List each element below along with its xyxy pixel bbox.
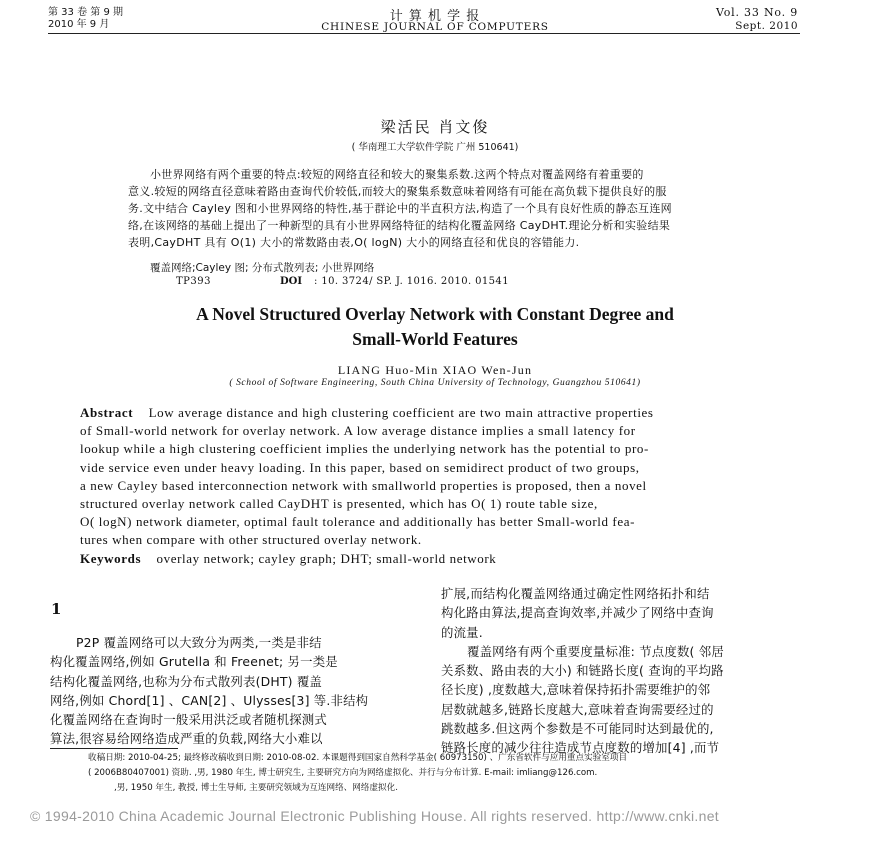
body-line: 关系数、路由表的大小) 和链路长度( 查询的平均路 [441, 663, 724, 679]
header-journal-en: CHINESE JOURNAL OF COMPUTERS [321, 21, 549, 33]
body-line: 居数就越多,链路长度越大,意味着查询需要经过的 [441, 701, 714, 717]
body-line: 构化路由算法,提高查询效率,并减少了网络中查询 [441, 605, 714, 621]
header-date-cn: 2010 年 9 月 [48, 19, 110, 30]
abstract-en-label: Abstract [80, 405, 134, 420]
body-line: 扩展,而结构化覆盖网络通过确定性网络拓扑和结 [441, 586, 710, 601]
title-en [0, 302, 870, 352]
title-en-line: A Novel Structured Overlay Network with Constant Degree and [196, 304, 674, 324]
body-right-column [441, 584, 811, 758]
body-line: 径长度) ,度数越大,意味着保持拓扑需要维护的邻 [441, 682, 711, 698]
body-line: P2P 覆盖网络可以大致分为两类,一类是非结 [76, 635, 322, 650]
footnote [88, 751, 808, 796]
abstract-cn [128, 166, 808, 251]
keywords-cn: 覆盖网络;Cayley 图; 分布式散列表; 小世界网络 [150, 262, 375, 274]
clc-code: TP393 [176, 276, 211, 287]
footnote-rule [50, 748, 178, 749]
abstract-en-line: lookup while a high clustering coefficient implies the underlying network has the potential to pro- [80, 441, 649, 457]
body-line: 的流量. [441, 624, 483, 640]
copyright-notice: © 1994-2010 China Academic Journal Electronic Publishing House. All rights reserved. http://www.cnki.net [30, 808, 719, 824]
abstract-en-line: structured overlay network called CayDHT is presented, which has O( 1) route table size, [80, 496, 598, 512]
body-line: 构化覆盖网络,例如 Grutella 和 Freenet; 另一类是 [50, 654, 338, 670]
abstract-cn-line: 意义.较短的网络直径意味着路由查询代价较低,而较大的聚集系数意味着网络有可能在高负载下提供良好的服 [128, 185, 667, 198]
abstract-en-line: a new Cayley based interconnection network with smallworld properties is proposed, then a novel [80, 477, 647, 493]
header-volume-cn: 第 33 卷 第 9 期 [48, 7, 123, 18]
abstract-en [80, 404, 796, 550]
body-line: 结构化覆盖网络,也称为分布式散列表(DHT) 覆盖 [50, 673, 323, 689]
body-left-column [50, 633, 428, 749]
keywords-en [80, 551, 496, 567]
abstract-cn-line: 表明,CayDHT 具有 O(1) 大小的常数路由表,O( logN) 大小的网络直径和优良的容错能力. [128, 236, 580, 249]
abstract-en-line: of Small-world network for overlay network. A low average distance implies a small latency for [80, 423, 636, 439]
footnote-line: 收稿日期: 2010-04-25; 最终修改稿收到日期: 2010-08-02. 本课题得到国家自然科学基金( 60973150) 、广东省软件与应用重点实验室项目 [88, 753, 628, 763]
abstract-cn-line: 小世界网络有两个重要的特点:较短的网络直径和较大的聚集系数.这两个特点对覆盖网络有着重要的 [150, 168, 644, 181]
abstract-en-line: O( logN) network diameter, optimal fault tolerance and additionally has better Small-world fea- [80, 514, 636, 530]
affiliation-en: ( School of Software Engineering, South China University of Technology, Guangzhou 510641) [229, 378, 641, 388]
authors-en: LIANG Huo-Min XIAO Wen-Jun [337, 363, 533, 377]
authors-cn: 梁活民 肖文俊 [380, 118, 490, 136]
abstract-en-line: tures when compare with other structured overlay network. [80, 532, 422, 548]
body-line: 链路长度的减少往往造成节点度数的增加[4] ,而节 [441, 740, 720, 756]
doi-value: : 10. 3724/ SP. J. 1016. 2010. 01541 [314, 276, 509, 287]
header-volume-en: Vol. 33 No. 9 [715, 6, 798, 19]
header-journal-cn: 计 算 机 学 报 [389, 9, 481, 24]
body-line: 跳数越多.但这两个参数是不可能同时达到最优的, [441, 721, 714, 737]
section-number: 1 [51, 600, 62, 618]
doi-label: DOI [280, 276, 303, 287]
keywords-en-label: Keywords [80, 551, 142, 566]
body-line: 网络,例如 Chord[1] 、CAN[2] 、Ulysses[3] 等.非结构 [50, 692, 369, 708]
header-date-en: Sept. 2010 [735, 20, 798, 32]
body-line: 化覆盖网络在查询时一般采用洪泛或者随机探测式 [50, 712, 327, 728]
abstract-en-line: Low average distance and high clustering coefficient are two main attractive properties [148, 405, 654, 420]
body-line: 算法,很容易给网络造成严重的负载,网络大小难以 [50, 731, 323, 747]
abstract-en-line: vide service even under heavy loading. In this paper, based on semidirect product of two groups, [80, 459, 640, 475]
footnote-line: ( 2006B80407001) 资助. ,男, 1980 年生, 博士研究生, 主要研究方向为网络虚拟化、并行与分布计算. E-mail: imliang@126.com. [88, 768, 598, 778]
affiliation-cn: ( 华南理工大学软件学院 广州 510641) [351, 142, 519, 153]
title-en-line: Small-World Features [352, 329, 518, 349]
body-line: 覆盖网络有两个重要度量标准: 节点度数( 邻居 [467, 643, 724, 659]
header-rule [48, 33, 800, 34]
footnote-line: ,男, 1950 年生, 教授, 博士生导师, 主要研究领域为互连网络、网络虚拟化. [114, 783, 398, 793]
keywords-en-text: overlay network; cayley graph; DHT; small-world network [156, 551, 497, 566]
abstract-cn-line: 务.文中结合 Cayley 图和小世界网络的特性,基于群论中的半直积方法,构造了一个具有良好性质的静态互连网 [128, 202, 672, 215]
abstract-cn-line: 络,在该网络的基础上提出了一种新型的具有小世界网络特征的结构化覆盖网络 CayDHT.理论分析和实验结果 [128, 219, 671, 232]
